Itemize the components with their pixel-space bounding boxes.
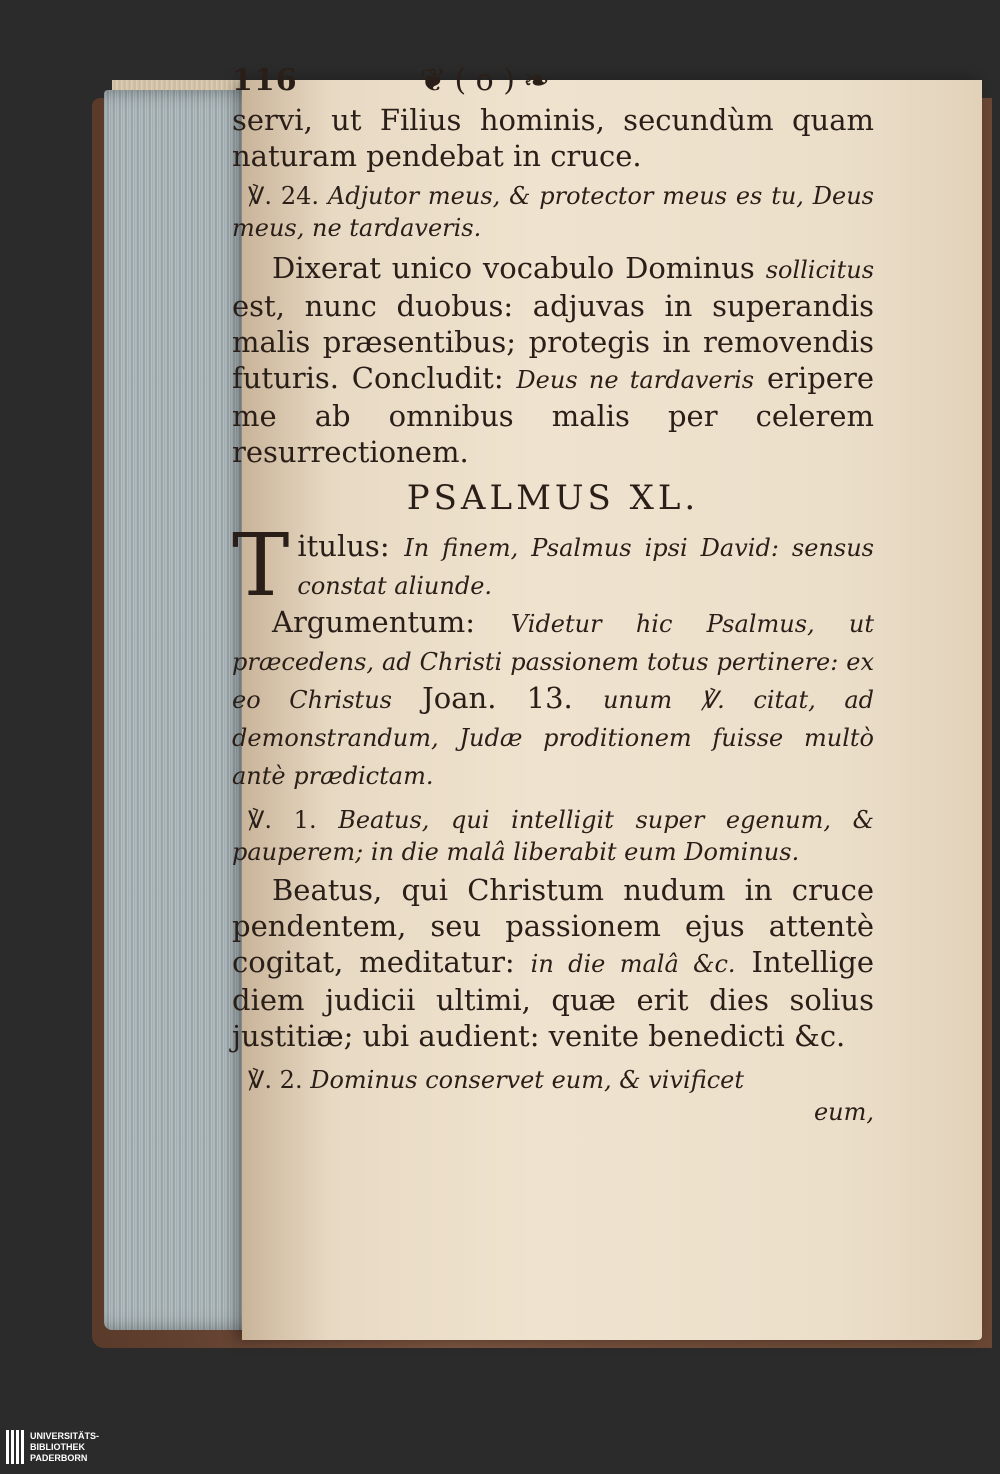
logo-line-3: PADERBORN [30,1452,88,1463]
fleuron-right-icon: ❧ [522,61,550,99]
page-text [232,58,874,1128]
logo-line-1: UNIVERSITÄTS- [30,1430,100,1441]
psalm-title: PSALMUS XL. [406,478,700,518]
library-logo-icon [6,1430,24,1464]
verse-2-ref: ℣. 2. [248,1066,303,1094]
catchword: eum, [813,1098,874,1126]
verse-2 [232,1064,874,1096]
titulus-text: In finem, Psalmus ipsi David: sensus constat aliunde. [297,534,875,600]
verse-1-text: Beatus, qui intelligit super egenum, & pauperem; in die malâ liberabit eum Dominus. [232,806,874,866]
library-logo-text [30,1431,99,1464]
verse-1 [232,804,874,868]
commentary-italic-2: Deus ne tardaveris [516,366,755,394]
commentary-italic-1: sollicitus [765,256,875,284]
argumentum-paragraph [232,604,874,794]
beatus-paragraph [232,872,874,1054]
header-ornament [420,61,550,99]
ornament-text: ( o ) [454,62,515,98]
drop-cap: T [232,516,290,616]
argumentum-label: Argumentum: [272,605,475,639]
titulus-paragraph [232,516,875,616]
commentary-c: eripere me ab omnibus malis per celerem resurrectionem. [232,361,874,469]
commentary-b: est, nunc duobus: adjuvas in superandis malis præsentibus; protegis in removendis futuris. Concludit: [232,289,874,395]
verse-24-ref: ℣. 24. [248,182,320,210]
verse-24-text: Adjutor meus, & protector meus es tu, Deus meus, ne tardaveris. [232,182,874,242]
page-number: 116 [232,62,298,98]
verse-1-ref: ℣. 1. [248,806,317,834]
logo-line-2: BIBLIOTHEK [30,1441,85,1452]
library-logo [0,1420,146,1474]
argumentum-ref: Joan. 13. [422,681,573,715]
argumentum-italic-1: Videtur hic Psalmus, ut præcedens, ad Christi passionem totus pertinere: ex eo Christus [232,610,874,714]
beatus-a: Beatus, qui Christum nudum in cruce pendentem, seu passionem ejus attentè cogitat, meditatur: [232,873,874,979]
running-header [232,58,874,102]
beatus-b: Intellige diem judicii ultimi, quæ erit dies solius justitiæ; ubi audient: venite benedicti &c. [232,945,875,1053]
paragraph-continuation: servi, ut Filius hominis, secundùm quam naturam pendebat in cruce. [232,103,874,173]
titulus-label: itulus: [297,529,390,563]
verse-24 [232,180,874,244]
fleuron-left-icon: ❦ [419,61,447,99]
commentary-a: Dixerat unico vocabulo Dominus [272,251,755,285]
commentary-paragraph [232,250,874,470]
argumentum-italic-2: unum ℣. citat, ad demonstrandum, Judæ proditionem fuisse multò antè prædictam. [232,686,874,790]
verse-2-text: Dominus conservet eum, & vivificet [310,1066,745,1094]
beatus-italic: in die malâ &c. [530,950,736,978]
